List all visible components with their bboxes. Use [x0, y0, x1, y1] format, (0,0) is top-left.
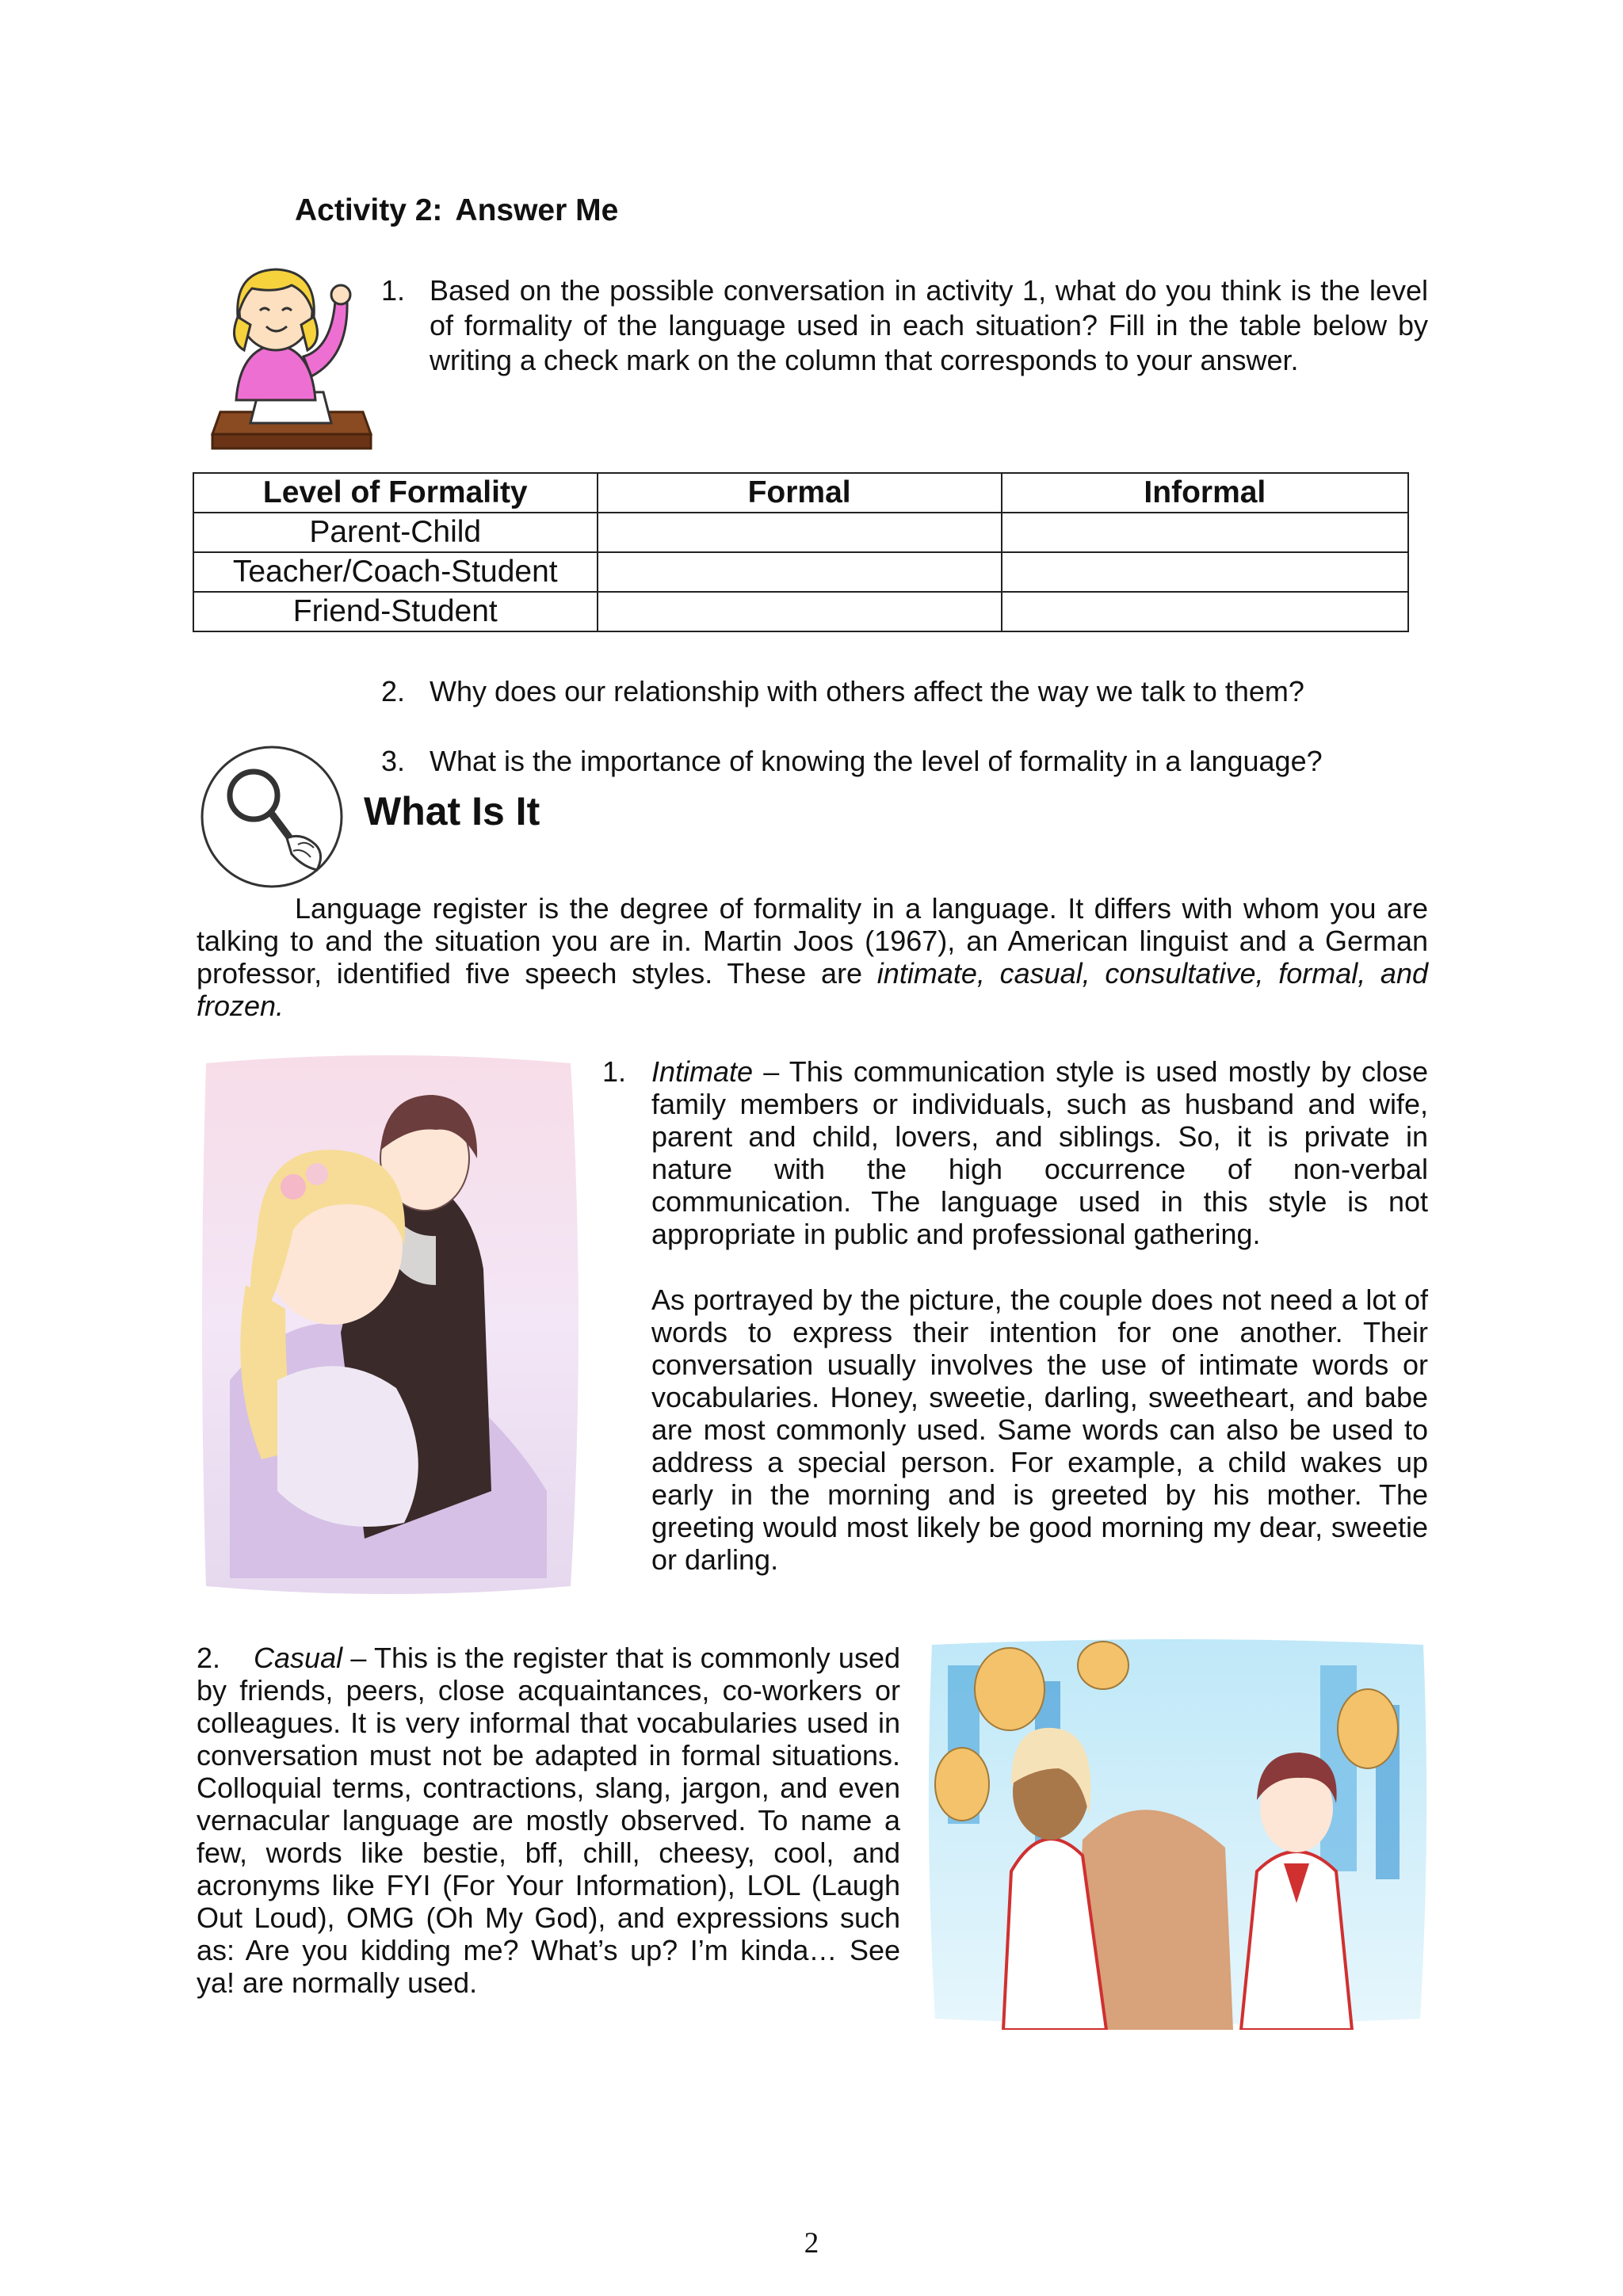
question-3-number: 3. [381, 745, 406, 777]
section-title: What Is It [364, 789, 540, 833]
question-1-number: 1. [381, 274, 406, 307]
question-1-text: Based on the possible conversation in activity 1, what do you think is the level of formality of the language used in each situation? Fill in the table below by writing a check mark on the column that corresponds to your answer. [430, 274, 1428, 376]
casual-description [197, 1642, 900, 1999]
page-number: 2 [804, 2227, 819, 2260]
formal-check-cell[interactable] [598, 513, 1002, 552]
style-2-name: Casual [254, 1642, 343, 1674]
table-row [193, 513, 1408, 552]
formal-check-cell[interactable] [598, 592, 1002, 631]
row-level-label: Friend-Student [193, 592, 598, 631]
table-header-row [193, 473, 1408, 513]
column-header-level: Level of Formality [193, 473, 598, 513]
informal-check-cell[interactable] [1002, 592, 1408, 631]
activity-title: Answer Me [455, 193, 619, 227]
activity-heading [295, 193, 618, 228]
column-header-formal: Formal [598, 473, 1002, 513]
formal-check-cell[interactable] [598, 552, 1002, 592]
magnifying-glass-icon [198, 743, 346, 891]
column-header-informal: Informal [1002, 473, 1408, 513]
activity-number: Activity 2: [295, 193, 443, 227]
couple-embrace-illustration [198, 1047, 585, 1602]
style-1-number: 1. [602, 1055, 627, 1088]
style-1-name: Intimate [651, 1055, 754, 1088]
style-1-text: – This communication style is used mostly by close family members or individuals, such as husband and wife, parent and child, lovers, and siblings. So, it is private in nature with the high occurrence of non-verbal communication. The language used in this style is not appropriate in public and professional gathering. [651, 1055, 1428, 1250]
style-2-number: 2. [197, 1642, 221, 1674]
table-row [193, 552, 1408, 592]
row-level-label: Teacher/Coach-Student [193, 552, 598, 592]
student-raising-hand-illustration [204, 261, 384, 452]
intimate-description [651, 1055, 1428, 1250]
friends-talking-illustration [924, 1634, 1431, 2030]
question-2-number: 2. [381, 675, 406, 707]
intimate-example-paragraph: As portrayed by the picture, the couple does not need a lot of words to express their intention for one another. Their conversation usually involves the use of intimate words or vocabularies. Honey, sweetie, darling, sweetheart, and babe are most commonly used. Same words can also be used to address a special person. For example, a child wakes up early in the morning and is greeted by his mother. The greeting would most likely be good morning my dear, sweetie or darling. [651, 1283, 1428, 1576]
formality-table [193, 472, 1409, 632]
style-2-text: – This is the register that is commonly used by friends, peers, close acquaintances, co-workers or colleagues. It is very informal that vocabularies used in conversation must not be adapted in formal situations. Colloquial terms, contractions, slang, jargon, and even vernacular language are mostly observed. To name a few, words like bestie, bff, chill, cheesy, cool, and acronyms like FYI (For Your Information), LOL (Laugh Out Loud), OMG (Oh My God), and expressions such as: Are you kidding me? What’s up? I’m kinda… See ya! are normally used. [197, 1642, 900, 1999]
table-row [193, 592, 1408, 631]
row-level-label: Parent-Child [193, 513, 598, 552]
informal-check-cell[interactable] [1002, 513, 1408, 552]
speech-styles-list: intimate, casual, consultative, formal, and frozen. [197, 957, 1428, 1022]
intro-text: Language register is the degree of formality in a language. It differs with whom you are talking to and the situation you are in. Martin Joos (1967), an American linguist and a German professor, identified five speech styles. These are [197, 892, 1428, 990]
intro-paragraph [197, 892, 1428, 1022]
question-2-text: Why does our relationship with others affect the way we talk to them? [430, 675, 1304, 707]
question-3-text: What is the importance of knowing the level of formality in a language? [430, 745, 1323, 777]
informal-check-cell[interactable] [1002, 552, 1408, 592]
